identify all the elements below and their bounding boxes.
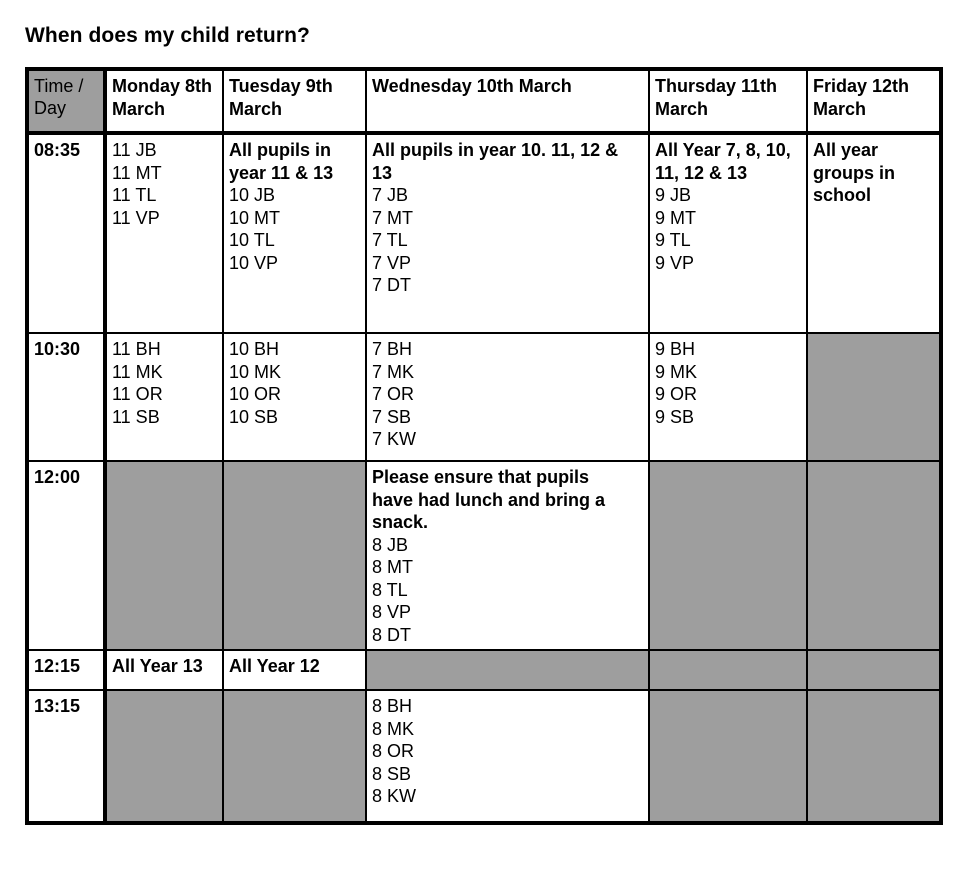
group-code: 10 JB	[229, 185, 276, 205]
empty-slot	[223, 690, 366, 823]
time-label: 10:30	[27, 333, 105, 461]
slot-cell	[105, 133, 223, 333]
time-day-header	[27, 69, 105, 133]
slot-cell	[649, 333, 807, 461]
page-title: When does my child return?	[25, 24, 310, 47]
slot-note: All pupils in year 10. 11, 12 &	[372, 140, 619, 160]
day-header-line: Friday 12th	[813, 76, 910, 96]
slot-cell	[223, 333, 366, 461]
header-row	[27, 69, 941, 133]
group-code: 10 VP	[229, 252, 279, 273]
slot-cell	[807, 133, 941, 333]
day-header-friday	[807, 69, 941, 133]
slot-cell	[649, 133, 807, 333]
empty-slot	[223, 461, 366, 650]
empty-slot	[807, 650, 941, 690]
day-header-line: March	[813, 98, 867, 119]
slot-cell	[366, 461, 649, 650]
group-code: 7 MK	[372, 361, 415, 382]
slot-note: year 11 & 13	[229, 162, 334, 183]
group-code: 10 MT	[229, 207, 281, 228]
empty-slot	[366, 650, 649, 690]
return-timetable	[25, 67, 943, 825]
group-code: 7 MT	[372, 207, 414, 228]
group-code: 8 TL	[372, 579, 408, 600]
group-code: 8 BH	[372, 696, 413, 716]
corner-label-line: Time /	[34, 76, 84, 96]
timeslot-row	[27, 461, 941, 650]
timeslot-row	[27, 650, 941, 690]
slot-note: Please ensure that pupils	[372, 467, 590, 487]
slot-cell	[105, 333, 223, 461]
day-header-line: Wednesday 10th March	[372, 76, 572, 96]
timeslot-row	[27, 133, 941, 333]
slot-note: All year	[813, 140, 879, 160]
group-code: 7 VP	[372, 252, 412, 273]
group-code: 10 SB	[229, 406, 279, 427]
group-code: 11 MT	[112, 162, 162, 183]
group-code: 9 OR	[655, 384, 698, 404]
time-label: 12:15	[27, 650, 105, 690]
group-code: 7 OR	[372, 384, 415, 404]
group-code: 9 JB	[655, 185, 692, 205]
group-code: 11 MK	[112, 361, 163, 382]
slot-note: All Year 7, 8, 10,	[655, 140, 791, 160]
group-code: 11 VP	[112, 207, 160, 228]
day-header-tuesday	[223, 69, 366, 133]
slot-note: school	[813, 185, 872, 205]
slot-cell	[366, 133, 649, 333]
group-code: 7 SB	[372, 406, 412, 427]
day-header-line: Tuesday 9th	[229, 76, 333, 96]
day-header-monday	[105, 69, 223, 133]
slot-note: have had lunch and bring a	[372, 489, 606, 510]
group-code: 9 SB	[655, 406, 695, 427]
empty-slot	[807, 461, 941, 650]
group-code: 11 OR	[112, 384, 163, 404]
slot-note: All pupils in	[229, 140, 331, 160]
group-code: 7 DT	[372, 275, 412, 295]
slot-note: 11, 12 & 13	[655, 162, 748, 183]
day-header-line: March	[655, 98, 709, 119]
timeslot-row	[27, 690, 941, 823]
group-code: 11 JB	[112, 140, 157, 160]
group-code: 10 BH	[229, 339, 280, 359]
slot-note: groups in	[813, 162, 895, 183]
time-label: 08:35	[27, 133, 105, 333]
empty-slot	[649, 650, 807, 690]
day-header-thursday	[649, 69, 807, 133]
day-header-wednesday	[366, 69, 649, 133]
group-code: 11 BH	[112, 339, 161, 359]
corner-label-line: Day	[34, 98, 67, 118]
group-code: 8 MT	[372, 557, 414, 577]
group-code: 8 DT	[372, 624, 412, 645]
day-header-line: March	[112, 98, 166, 119]
slot-cell	[366, 333, 649, 461]
group-code: 10 TL	[229, 230, 275, 250]
empty-slot	[649, 690, 807, 823]
group-code: 8 VP	[372, 602, 412, 622]
group-code: 11 SB	[112, 406, 160, 427]
group-code: 10 MK	[229, 361, 282, 382]
group-code: 7 KW	[372, 429, 417, 449]
group-code: 9 TL	[655, 230, 691, 250]
group-code: 8 JB	[372, 534, 409, 555]
group-code: 9 VP	[655, 252, 695, 273]
group-code: 7 BH	[372, 339, 413, 359]
group-code: 9 MK	[655, 361, 698, 382]
empty-slot	[807, 333, 941, 461]
empty-slot	[807, 690, 941, 823]
slot-cell	[366, 690, 649, 823]
timeslot-row	[27, 333, 941, 461]
group-code: 8 OR	[372, 741, 415, 761]
empty-slot	[105, 461, 223, 650]
slot-cell: All Year 13	[105, 650, 223, 690]
time-label: 13:15	[27, 690, 105, 823]
group-code: 7 JB	[372, 185, 409, 205]
day-header-line: March	[229, 98, 283, 119]
group-code: 7 TL	[372, 230, 408, 250]
group-code: 8 MK	[372, 718, 415, 739]
day-header-line: Monday 8th	[112, 76, 213, 96]
group-code: 8 KW	[372, 786, 417, 806]
time-label: 12:00	[27, 461, 105, 650]
empty-slot	[105, 690, 223, 823]
slot-cell	[223, 133, 366, 333]
empty-slot	[649, 461, 807, 650]
group-code: 8 SB	[372, 763, 412, 784]
day-header-line: Thursday 11th	[655, 76, 778, 96]
slot-note: snack.	[372, 512, 429, 532]
group-code: 11 TL	[112, 185, 157, 205]
group-code: 10 OR	[229, 384, 282, 404]
group-code: 9 BH	[655, 339, 696, 359]
slot-cell: All Year 12	[223, 650, 366, 690]
group-code: 9 MT	[655, 207, 697, 228]
slot-note: 13	[372, 162, 393, 183]
